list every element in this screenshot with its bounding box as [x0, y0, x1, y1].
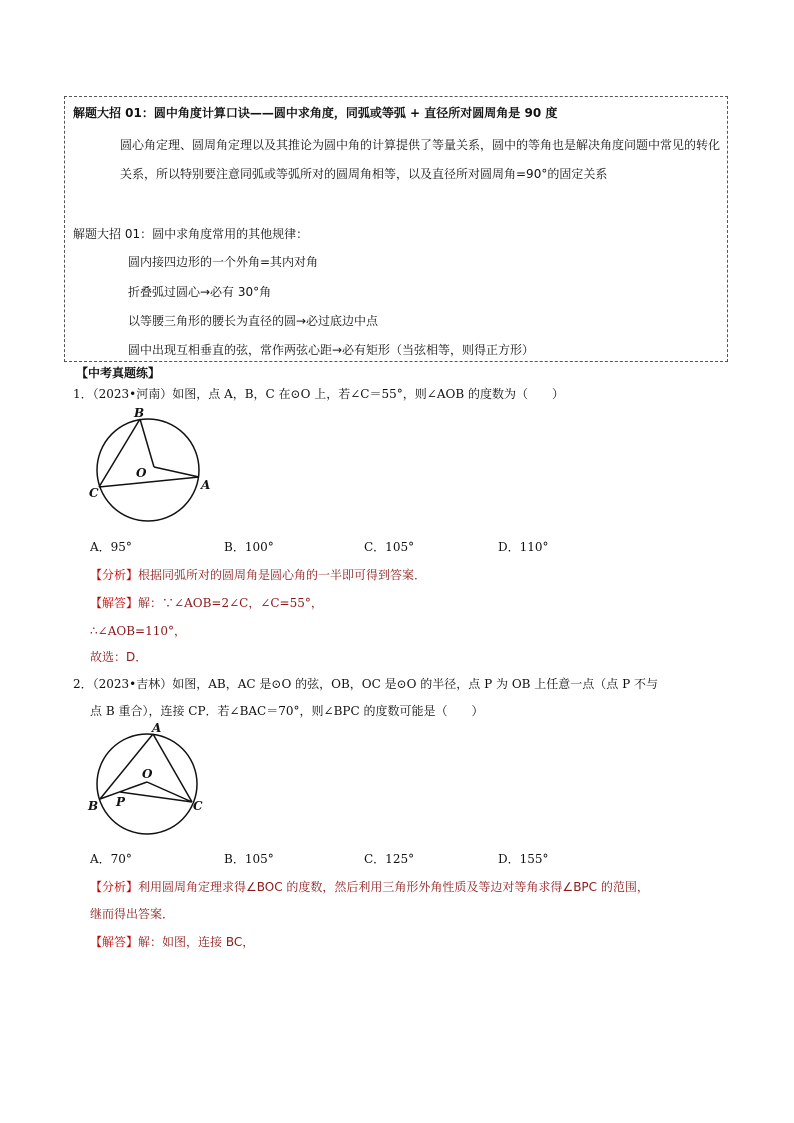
q2-stem-line1: 2．（2023•吉林）如图，AB，AC 是⊙O 的弦，OB，OC 是⊙O 的半径，点 P 为 OB 上任意一点（点 P 不与: [73, 677, 658, 691]
q2-answer-line1: 解：如图，连接 BC，: [138, 935, 255, 949]
tips-rule-2: 折叠弧过圆心→必有 30°角: [128, 285, 272, 299]
q1-label-b: B: [134, 406, 145, 420]
q1-option-a: A．95°: [90, 540, 132, 554]
q2-option-d: D．155°: [498, 852, 549, 866]
q2-answer-tag: 【解答】: [90, 935, 139, 949]
q1-figure: [86, 402, 226, 532]
tips-rule-4: 圆中出现互相垂直的弦，常作两弦心距→必有矩形（当弦相等，则得正方形）: [128, 343, 535, 357]
q1-label-o: O: [136, 466, 147, 480]
q2-stem-line2: 点 B 重合），连接 CP．若∠BAC＝70°，则∠BPC 的度数可能是（ ）: [90, 704, 484, 718]
q2-analysis-line1: 利用圆周角定理求得∠BOC 的度数，然后利用三角形外角性质及等边对等角求得∠BPC 的范围，: [138, 880, 649, 894]
q2-label-a: A: [152, 722, 162, 735]
q2-answer: [90, 933, 254, 950]
q1-stem: 1．（2023•河南）如图，点 A，B，C 在⊙O 上，若∠C＝55°，则∠AOB 的度数为（ ）: [73, 387, 564, 401]
q1-answer-line1: 解：∵∠AOB=2∠C，∠C=55°，: [138, 596, 323, 610]
q2-analysis-line2: 继而得出答案．: [90, 907, 175, 921]
q2-label-o: O: [142, 767, 153, 781]
q1-radius-ob: [140, 419, 154, 467]
q1-chord-bc: [99, 419, 140, 487]
q1-choice: 故选：D．: [90, 650, 148, 664]
q1-radius-oa: [154, 467, 199, 477]
q1-answer: [90, 594, 323, 611]
q2-label-p: P: [116, 795, 126, 809]
q2-figure: [86, 722, 216, 840]
q2-label-b: B: [88, 799, 99, 813]
q2-option-c: C．125°: [364, 852, 415, 866]
tips-rule-3: 以等腰三角形的腰长为直径的圆→必过底边中点: [128, 314, 379, 328]
q1-option-d: D．110°: [498, 540, 549, 554]
q1-answer-line2: ∴∠AOB=110°，: [90, 624, 186, 638]
q2-analysis-tag: 【分析】: [90, 880, 139, 894]
q1-circle: [97, 419, 199, 521]
tips-title: 解题大招 01：圆中角度计算口诀——圆中求角度，同弧或等弧 + 直径所对圆周角是 90 度: [73, 106, 558, 120]
q2-option-a: A．70°: [90, 852, 132, 866]
q2-option-b: B．105°: [224, 852, 274, 866]
tips-rule-1: 圆内接四边形的一个外角=其内对角: [128, 255, 319, 269]
q1-analysis-tag: 【分析】: [90, 568, 139, 582]
q1-option-b: B．100°: [224, 540, 274, 554]
q2-analysis: [90, 878, 649, 895]
q1-analysis-text: 根据同弧所对的圆周角是圆心角的一半即可得到答案．: [138, 568, 427, 582]
tips-paragraph: 圆心角定理、圆周角定理以及其推论为圆中角的计算提供了等量关系，圆中的等角也是解决角度问题中常见的转化关系，所以特别要注意同弧或等弧所对的圆周角相等，以及直径所对圆周角=90°的固定关系: [120, 138, 721, 181]
q1-label-c: C: [89, 486, 99, 500]
q1-analysis: [90, 566, 426, 583]
q1-option-c: C．105°: [364, 540, 415, 554]
q1-label-a: A: [201, 478, 211, 492]
q1-chord-ca: [99, 477, 199, 487]
q2-chord-ac: [153, 734, 192, 802]
section-title: 【中考真题练】: [76, 366, 161, 380]
tips-subtitle: 解题大招 01：圆中求角度常用的其他规律：: [73, 227, 309, 241]
q2-label-c: C: [193, 799, 203, 813]
q1-answer-tag: 【解答】: [90, 596, 139, 610]
